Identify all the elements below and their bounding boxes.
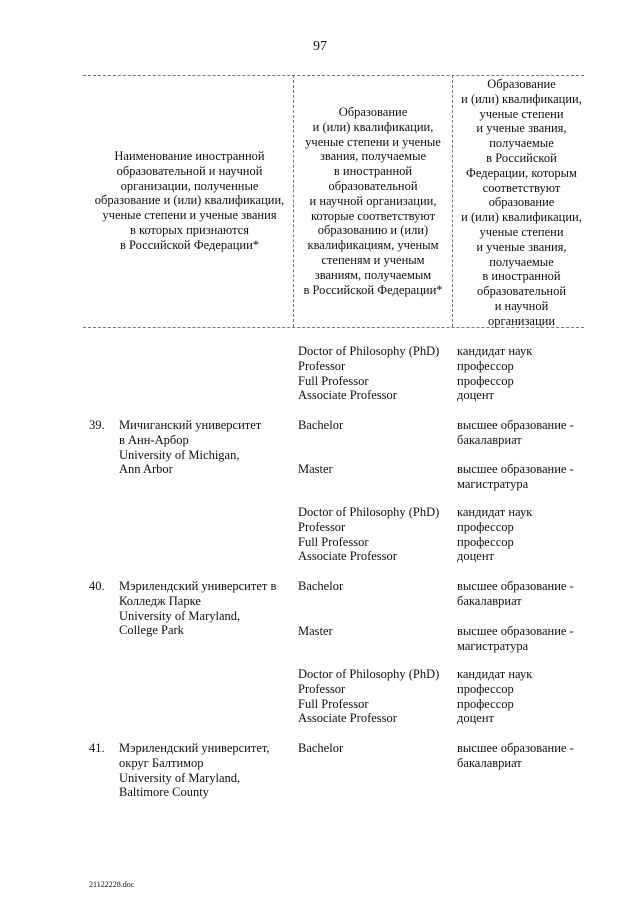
column-divider-2 (452, 75, 453, 327)
continuation-russian-equivalents: кандидат наук профессор профессор доцент (457, 344, 533, 403)
table-top-border (83, 75, 584, 76)
header-col-foreign-qualification: Образование и (или) квалификации, ученые степени и ученые звания, получаемые в иностранной образовательной и научной организации, которые соответствуют образованию и (или) квалификациям, ученым степеням и ученым званиям, получаемым в Российской Федерации* (303, 105, 443, 297)
organization-name: Мэрилендский университет, округ Балтимор University of Maryland, Baltimore County (119, 741, 270, 800)
column-divider-1 (293, 75, 294, 327)
degree-doctoral-ru: кандидат наук профессор профессор доцент (457, 667, 533, 726)
degree-bachelor: Bachelor (298, 579, 344, 593)
degree-master: Master (298, 624, 333, 638)
degree-bachelor-ru: высшее образование - бакалавриат (457, 741, 574, 770)
organization-name: Мичиганский университет в Анн-Арбор University of Michigan, Ann Arbor (119, 418, 262, 477)
header-col-russian-qualification: Образование и (или) квалификации, ученые степени и ученые звания, получаемые в Российской Федерации, которым соответствуют образование и (или) квалификации, ученые степени и ученые звания, получаемые в иностранной образовательной и научной организации (461, 77, 582, 328)
header-col-organization: Наименование иностранной образовательной и научной организации, полученные образование и (или) квалификации, ученые степени и ученые звания в которых признаются в Российской Федерации* (94, 149, 285, 252)
document-footer: 21122228.doc (89, 880, 135, 889)
organization-name: Мэрилендский университет в Колледж Парке University of Maryland, College Park (119, 579, 277, 638)
degree-master: Master (298, 462, 333, 476)
entry-number: 40. (89, 579, 105, 593)
degree-master-ru: высшее образование - магистратура (457, 624, 574, 653)
page-number: 97 (313, 39, 327, 54)
degree-doctoral: Doctor of Philosophy (PhD) Professor Full Professor Associate Professor (298, 505, 440, 564)
entry-number: 39. (89, 418, 105, 432)
degree-bachelor: Bachelor (298, 418, 344, 432)
entry-number: 41. (89, 741, 105, 755)
degree-bachelor-ru: высшее образование - бакалавриат (457, 579, 574, 608)
continuation-degrees: Doctor of Philosophy (PhD) Professor Full Professor Associate Professor (298, 344, 440, 403)
degree-master-ru: высшее образование - магистратура (457, 462, 574, 491)
degree-bachelor: Bachelor (298, 741, 344, 755)
degree-doctoral: Doctor of Philosophy (PhD) Professor Full Professor Associate Professor (298, 667, 440, 726)
degree-doctoral-ru: кандидат наук профессор профессор доцент (457, 505, 533, 564)
degree-bachelor-ru: высшее образование - бакалавриат (457, 418, 574, 447)
